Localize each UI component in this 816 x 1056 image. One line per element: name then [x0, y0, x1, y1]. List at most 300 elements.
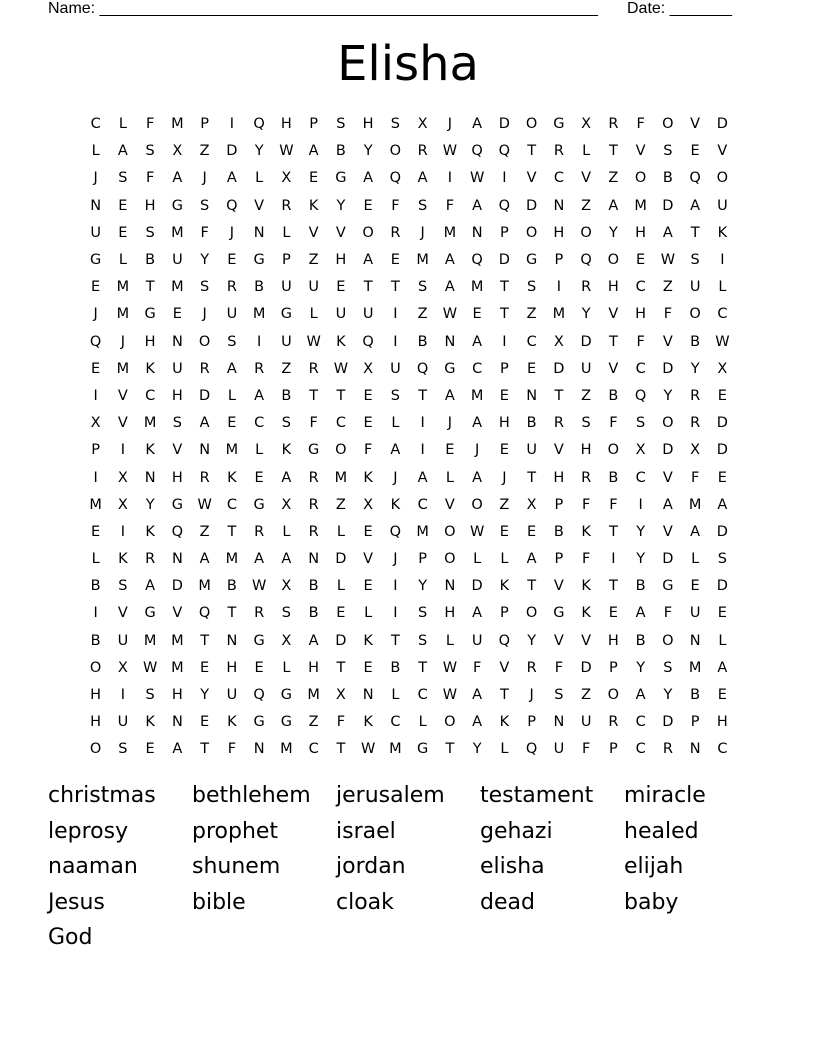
grid-letter: M	[89, 496, 102, 513]
grid-letter: S	[227, 333, 237, 350]
grid-letter: Y	[200, 687, 210, 704]
grid-letter: D	[580, 659, 592, 676]
word-list-item: christmas	[48, 783, 156, 808]
grid-letter: A	[690, 197, 701, 214]
grid-row	[82, 464, 736, 491]
grid-letter: R	[417, 143, 428, 160]
name-field-label: Name: ________________________________________________________	[48, 0, 598, 17]
grid-letter: S	[145, 224, 155, 241]
grid-letter: S	[418, 632, 428, 649]
grid-letter: N	[253, 741, 265, 758]
grid-letter: J	[529, 687, 534, 704]
grid-letter: D	[662, 360, 674, 377]
grid-letter: C	[308, 741, 319, 758]
grid-letter: K	[363, 632, 373, 649]
grid-letter: E	[363, 523, 373, 540]
grid-letter: B	[281, 387, 292, 404]
grid-row	[82, 220, 736, 247]
grid-letter: T	[608, 578, 618, 595]
grid-row	[82, 736, 736, 763]
grid-letter: E	[445, 442, 455, 459]
grid-row	[82, 628, 736, 655]
grid-letter: I	[93, 387, 98, 404]
grid-letter: O	[525, 116, 538, 133]
grid-letter: K	[581, 523, 591, 540]
grid-letter: P	[500, 224, 509, 241]
grid-letter: P	[554, 551, 564, 568]
grid-letter: V	[608, 360, 619, 377]
grid-letter: M	[688, 496, 702, 513]
grid-letter: U	[390, 360, 401, 377]
grid-letter: A	[308, 632, 319, 649]
grid-letter: U	[172, 360, 183, 377]
grid-letter: V	[717, 143, 728, 160]
grid-letter: V	[172, 442, 183, 459]
grid-letter: V	[608, 306, 619, 323]
grid-letter: O	[716, 170, 729, 187]
grid-letter: U	[117, 714, 129, 731]
grid-letter: Q	[498, 632, 511, 649]
grid-letter: O	[198, 333, 211, 350]
letter-grid	[82, 111, 736, 764]
grid-letter: J	[393, 551, 398, 568]
grid-letter: M	[307, 687, 320, 704]
grid-letter: E	[527, 360, 537, 377]
grid-letter: I	[420, 442, 425, 459]
grid-letter: E	[472, 306, 482, 323]
grid-letter: N	[199, 442, 211, 459]
grid-letter: U	[580, 714, 592, 731]
grid-letter: T	[418, 659, 428, 676]
grid-letter: W	[251, 578, 267, 595]
grid-row	[82, 410, 736, 437]
grid-letter: F	[690, 469, 700, 486]
grid-letter: W	[469, 170, 485, 187]
grid-letter: I	[447, 170, 453, 187]
page-title: Elisha	[337, 36, 479, 92]
grid-letter: H	[635, 224, 647, 241]
grid-letter: Q	[416, 360, 429, 377]
grid-row	[82, 546, 736, 573]
grid-letter: K	[581, 605, 591, 622]
grid-letter: X	[417, 116, 428, 133]
grid-letter: T	[527, 469, 537, 486]
grid-letter: E	[717, 387, 727, 404]
grid-letter: A	[199, 415, 210, 432]
grid-letter: E	[227, 252, 237, 269]
grid-letter: E	[91, 279, 101, 296]
grid-letter: L	[118, 252, 127, 269]
grid-letter: G	[553, 605, 565, 622]
grid-letter: X	[172, 143, 183, 160]
grid-letter: Q	[498, 143, 511, 160]
grid-letter: N	[253, 224, 265, 241]
grid-letter: S	[281, 415, 291, 432]
grid-letter: X	[690, 442, 701, 459]
grid-letter: A	[662, 224, 673, 241]
grid-letter: M	[143, 415, 157, 432]
grid-letter: D	[471, 578, 483, 595]
grid-letter: G	[662, 578, 674, 595]
grid-letter: V	[499, 659, 510, 676]
grid-letter: A	[363, 252, 374, 269]
grid-row	[82, 274, 736, 301]
grid-letter: A	[635, 687, 646, 704]
grid-letter: I	[120, 687, 126, 704]
grid-letter: J	[93, 306, 98, 323]
grid-letter: D	[662, 551, 674, 568]
grid-letter: U	[226, 687, 238, 704]
grid-letter: K	[499, 578, 510, 595]
grid-letter: E	[363, 578, 373, 595]
grid-letter: S	[118, 578, 128, 595]
grid-letter: V	[553, 442, 564, 459]
grid-letter: L	[445, 469, 454, 486]
grid-letter: E	[363, 387, 373, 404]
word-list-item: jerusalem	[336, 783, 445, 808]
grid-letter: E	[91, 360, 101, 377]
word-list-item: prophet	[192, 818, 279, 844]
grid-letter: S	[527, 279, 537, 296]
grid-letter: D	[498, 252, 510, 269]
grid-letter: H	[171, 469, 183, 486]
grid-letter: P	[500, 360, 509, 377]
grid-letter: L	[473, 551, 482, 568]
grid-letter: G	[253, 714, 265, 731]
grid-letter: A	[226, 360, 237, 377]
grid-letter: B	[662, 170, 673, 187]
grid-row	[82, 600, 736, 627]
grid-letter: K	[363, 714, 373, 731]
grid-letter: A	[417, 469, 428, 486]
grid-letter: L	[418, 714, 427, 731]
grid-letter: M	[634, 197, 647, 214]
date-field-label: Date: _______	[627, 0, 732, 17]
grid-letter: D	[662, 442, 674, 459]
grid-letter: E	[608, 605, 618, 622]
grid-letter: O	[662, 415, 674, 432]
grid-letter: X	[526, 496, 537, 513]
grid-letter: A	[717, 496, 728, 513]
grid-letter: M	[688, 659, 702, 676]
grid-letter: L	[391, 687, 400, 704]
grid-letter: M	[171, 632, 184, 649]
grid-letter: O	[89, 741, 102, 758]
grid-letter: W	[660, 252, 676, 269]
grid-letter: E	[200, 714, 210, 731]
grid-row	[82, 655, 736, 682]
grid-letter: V	[308, 224, 319, 241]
grid-letter: U	[553, 741, 565, 758]
grid-letter: C	[635, 469, 646, 486]
grid-letter: E	[227, 415, 237, 432]
grid-letter: H	[144, 197, 156, 214]
grid-letter: L	[582, 143, 591, 160]
grid-letter: H	[308, 659, 320, 676]
grid-letter: Q	[171, 523, 184, 540]
grid-letter: G	[90, 252, 102, 269]
grid-letter: E	[118, 224, 128, 241]
grid-row	[82, 301, 736, 328]
grid-letter: B	[145, 252, 156, 269]
grid-letter: A	[199, 551, 210, 568]
grid-letter: Y	[363, 143, 373, 160]
grid-letter: Q	[89, 333, 102, 350]
grid-letter: B	[635, 578, 646, 595]
word-list-item: baby	[624, 889, 679, 915]
grid-letter: N	[526, 387, 538, 404]
grid-letter: Y	[608, 224, 618, 241]
word-list-item: Jesus	[48, 889, 105, 915]
word-list-item: shunem	[192, 854, 281, 879]
grid-letter: J	[502, 469, 507, 486]
grid-letter: O	[634, 170, 647, 187]
grid-letter: E	[499, 523, 509, 540]
grid-letter: L	[364, 605, 373, 622]
grid-letter: F	[636, 116, 645, 133]
grid-letter: X	[335, 687, 346, 704]
grid-letter: F	[581, 741, 591, 758]
grid-letter: R	[581, 279, 592, 296]
grid-letter: P	[500, 605, 509, 622]
grid-letter: R	[199, 360, 210, 377]
grid-letter: Q	[525, 741, 538, 758]
grid-letter: T	[608, 143, 618, 160]
grid-letter: E	[717, 469, 727, 486]
grid-letter: V	[117, 387, 128, 404]
grid-letter: A	[390, 442, 401, 459]
grid-letter: A	[254, 387, 265, 404]
grid-letter: J	[474, 442, 480, 459]
grid-letter: K	[145, 714, 155, 731]
grid-letter: I	[393, 306, 398, 323]
grid-letter: V	[172, 605, 183, 622]
grid-letter: B	[90, 578, 101, 595]
grid-letter: A	[662, 496, 673, 513]
grid-letter: K	[145, 523, 155, 540]
grid-letter: V	[662, 333, 673, 350]
grid-letter: U	[580, 360, 592, 377]
grid-letter: Q	[362, 333, 374, 350]
grid-letter: S	[118, 741, 128, 758]
grid-letter: J	[420, 224, 425, 241]
grid-letter: G	[144, 605, 156, 622]
grid-letter: L	[255, 442, 264, 459]
grid-letter: Z	[581, 387, 592, 404]
grid-letter: E	[717, 687, 727, 704]
grid-letter: C	[553, 170, 564, 187]
grid-letter: S	[390, 116, 400, 133]
grid-letter: K	[390, 496, 401, 513]
grid-letter: A	[635, 605, 646, 622]
grid-letter: I	[393, 578, 398, 595]
grid-letter: U	[689, 279, 701, 296]
grid-letter: A	[690, 523, 701, 540]
grid-letter: L	[227, 387, 236, 404]
grid-letter: K	[145, 360, 155, 377]
grid-letter: G	[253, 496, 265, 513]
grid-letter: T	[499, 279, 509, 296]
grid-letter: S	[281, 605, 291, 622]
grid-letter: A	[308, 143, 319, 160]
grid-letter: C	[417, 687, 428, 704]
grid-letter: A	[363, 170, 374, 187]
grid-letter: L	[718, 632, 727, 649]
grid-letter: L	[391, 415, 400, 432]
grid-letter: L	[500, 741, 509, 758]
grid-letter: W	[197, 496, 212, 513]
grid-letter: Q	[389, 170, 402, 187]
grid-letter: A	[172, 741, 183, 758]
grid-letter: F	[227, 741, 237, 758]
grid-letter: H	[335, 252, 347, 269]
grid-letter: L	[691, 551, 700, 568]
grid-letter: E	[499, 387, 509, 404]
grid-letter: W	[442, 143, 458, 160]
grid-letter: B	[308, 578, 319, 595]
grid-letter: Y	[663, 687, 673, 704]
grid-letter: S	[145, 687, 155, 704]
grid-letter: M	[198, 578, 211, 595]
grid-letter: L	[91, 551, 100, 568]
grid-letter: M	[280, 741, 293, 758]
grid-letter: V	[581, 632, 592, 649]
grid-letter: H	[444, 605, 456, 622]
grid-letter: Y	[145, 496, 155, 513]
grid-letter: W	[715, 333, 730, 350]
grid-letter: F	[145, 170, 155, 187]
grid-letter: C	[335, 415, 346, 432]
grid-letter: S	[172, 415, 182, 432]
grid-letter: J	[93, 170, 98, 187]
grid-letter: T	[336, 659, 346, 676]
grid-letter: X	[363, 360, 374, 377]
grid-letter: T	[390, 632, 400, 649]
grid-letter: M	[225, 551, 239, 568]
grid-letter: M	[470, 387, 484, 404]
grid-letter: Q	[198, 605, 211, 622]
grid-letter: G	[280, 714, 292, 731]
grid-letter: T	[200, 741, 210, 758]
grid-letter: R	[254, 605, 265, 622]
grid-letter: W	[442, 687, 458, 704]
grid-letter: H	[90, 687, 102, 704]
grid-letter: M	[389, 741, 402, 758]
grid-letter: B	[690, 333, 701, 350]
grid-letter: I	[420, 415, 425, 432]
grid-letter: M	[171, 659, 184, 676]
grid-letter: K	[227, 714, 237, 731]
grid-letter: K	[581, 578, 591, 595]
grid-letter: R	[308, 469, 319, 486]
grid-letter: Z	[662, 279, 673, 296]
grid-letter: E	[390, 252, 400, 269]
grid-letter: C	[226, 496, 237, 513]
grid-letter: G	[553, 116, 565, 133]
grid-letter: E	[499, 442, 509, 459]
grid-letter: G	[335, 170, 347, 187]
grid-letter: C	[417, 496, 428, 513]
grid-letter: F	[472, 659, 482, 676]
grid-letter: T	[336, 387, 346, 404]
grid-letter: B	[226, 578, 237, 595]
grid-letter: S	[200, 279, 210, 296]
grid-letter: Q	[471, 252, 483, 269]
grid-letter: H	[280, 116, 292, 133]
grid-letter: T	[418, 387, 428, 404]
grid-letter: C	[717, 306, 728, 323]
grid-letter: R	[145, 551, 156, 568]
grid-letter: V	[117, 605, 128, 622]
grid-letter: O	[444, 523, 456, 540]
grid-letter: C	[635, 741, 646, 758]
grid-letter: K	[336, 333, 346, 350]
grid-letter: H	[171, 387, 183, 404]
word-list-item: israel	[336, 818, 396, 844]
word-list-item: cloak	[336, 889, 394, 915]
grid-letter: D	[498, 116, 510, 133]
grid-letter: N	[689, 632, 701, 649]
grid-letter: B	[90, 632, 101, 649]
grid-letter: D	[526, 197, 538, 214]
grid-letter: N	[226, 632, 238, 649]
grid-letter: E	[363, 415, 373, 432]
grid-letter: V	[117, 415, 128, 432]
grid-letter: Y	[472, 741, 482, 758]
grid-letter: T	[363, 279, 373, 296]
grid-letter: A	[472, 415, 483, 432]
grid-letter: T	[608, 333, 618, 350]
grid-letter: H	[498, 415, 510, 432]
grid-letter: P	[418, 551, 427, 568]
grid-letter: Q	[498, 197, 511, 214]
grid-letter: I	[638, 496, 643, 513]
grid-letter: C	[90, 116, 101, 133]
word-list-item: naaman	[48, 854, 138, 879]
grid-letter: L	[282, 224, 291, 241]
grid-row	[82, 329, 736, 356]
grid-letter: S	[636, 415, 646, 432]
grid-letter: I	[120, 523, 126, 540]
grid-letter: U	[717, 197, 728, 214]
grid-letter: C	[254, 415, 265, 432]
grid-letter: B	[608, 387, 619, 404]
grid-letter: R	[199, 469, 210, 486]
grid-letter: X	[281, 632, 292, 649]
grid-letter: F	[391, 197, 400, 214]
grid-letter: K	[227, 469, 237, 486]
grid-letter: D	[171, 578, 183, 595]
grid-letter: H	[226, 659, 238, 676]
word-list-item: healed	[624, 818, 699, 844]
grid-letter: U	[471, 632, 483, 649]
grid-letter: T	[499, 687, 509, 704]
grid-row	[82, 193, 736, 220]
grid-letter: F	[609, 415, 618, 432]
grid-letter: S	[554, 687, 564, 704]
grid-letter: U	[526, 442, 537, 459]
grid-letter: O	[525, 224, 538, 241]
grid-letter: Q	[253, 687, 265, 704]
grid-letter: E	[363, 659, 373, 676]
grid-letter: F	[363, 442, 373, 459]
grid-letter: Q	[689, 170, 701, 187]
grid-letter: X	[117, 496, 128, 513]
grid-letter: V	[690, 116, 701, 133]
grid-letter: F	[554, 659, 564, 676]
grid-row	[82, 682, 736, 709]
grid-letter: H	[635, 306, 647, 323]
